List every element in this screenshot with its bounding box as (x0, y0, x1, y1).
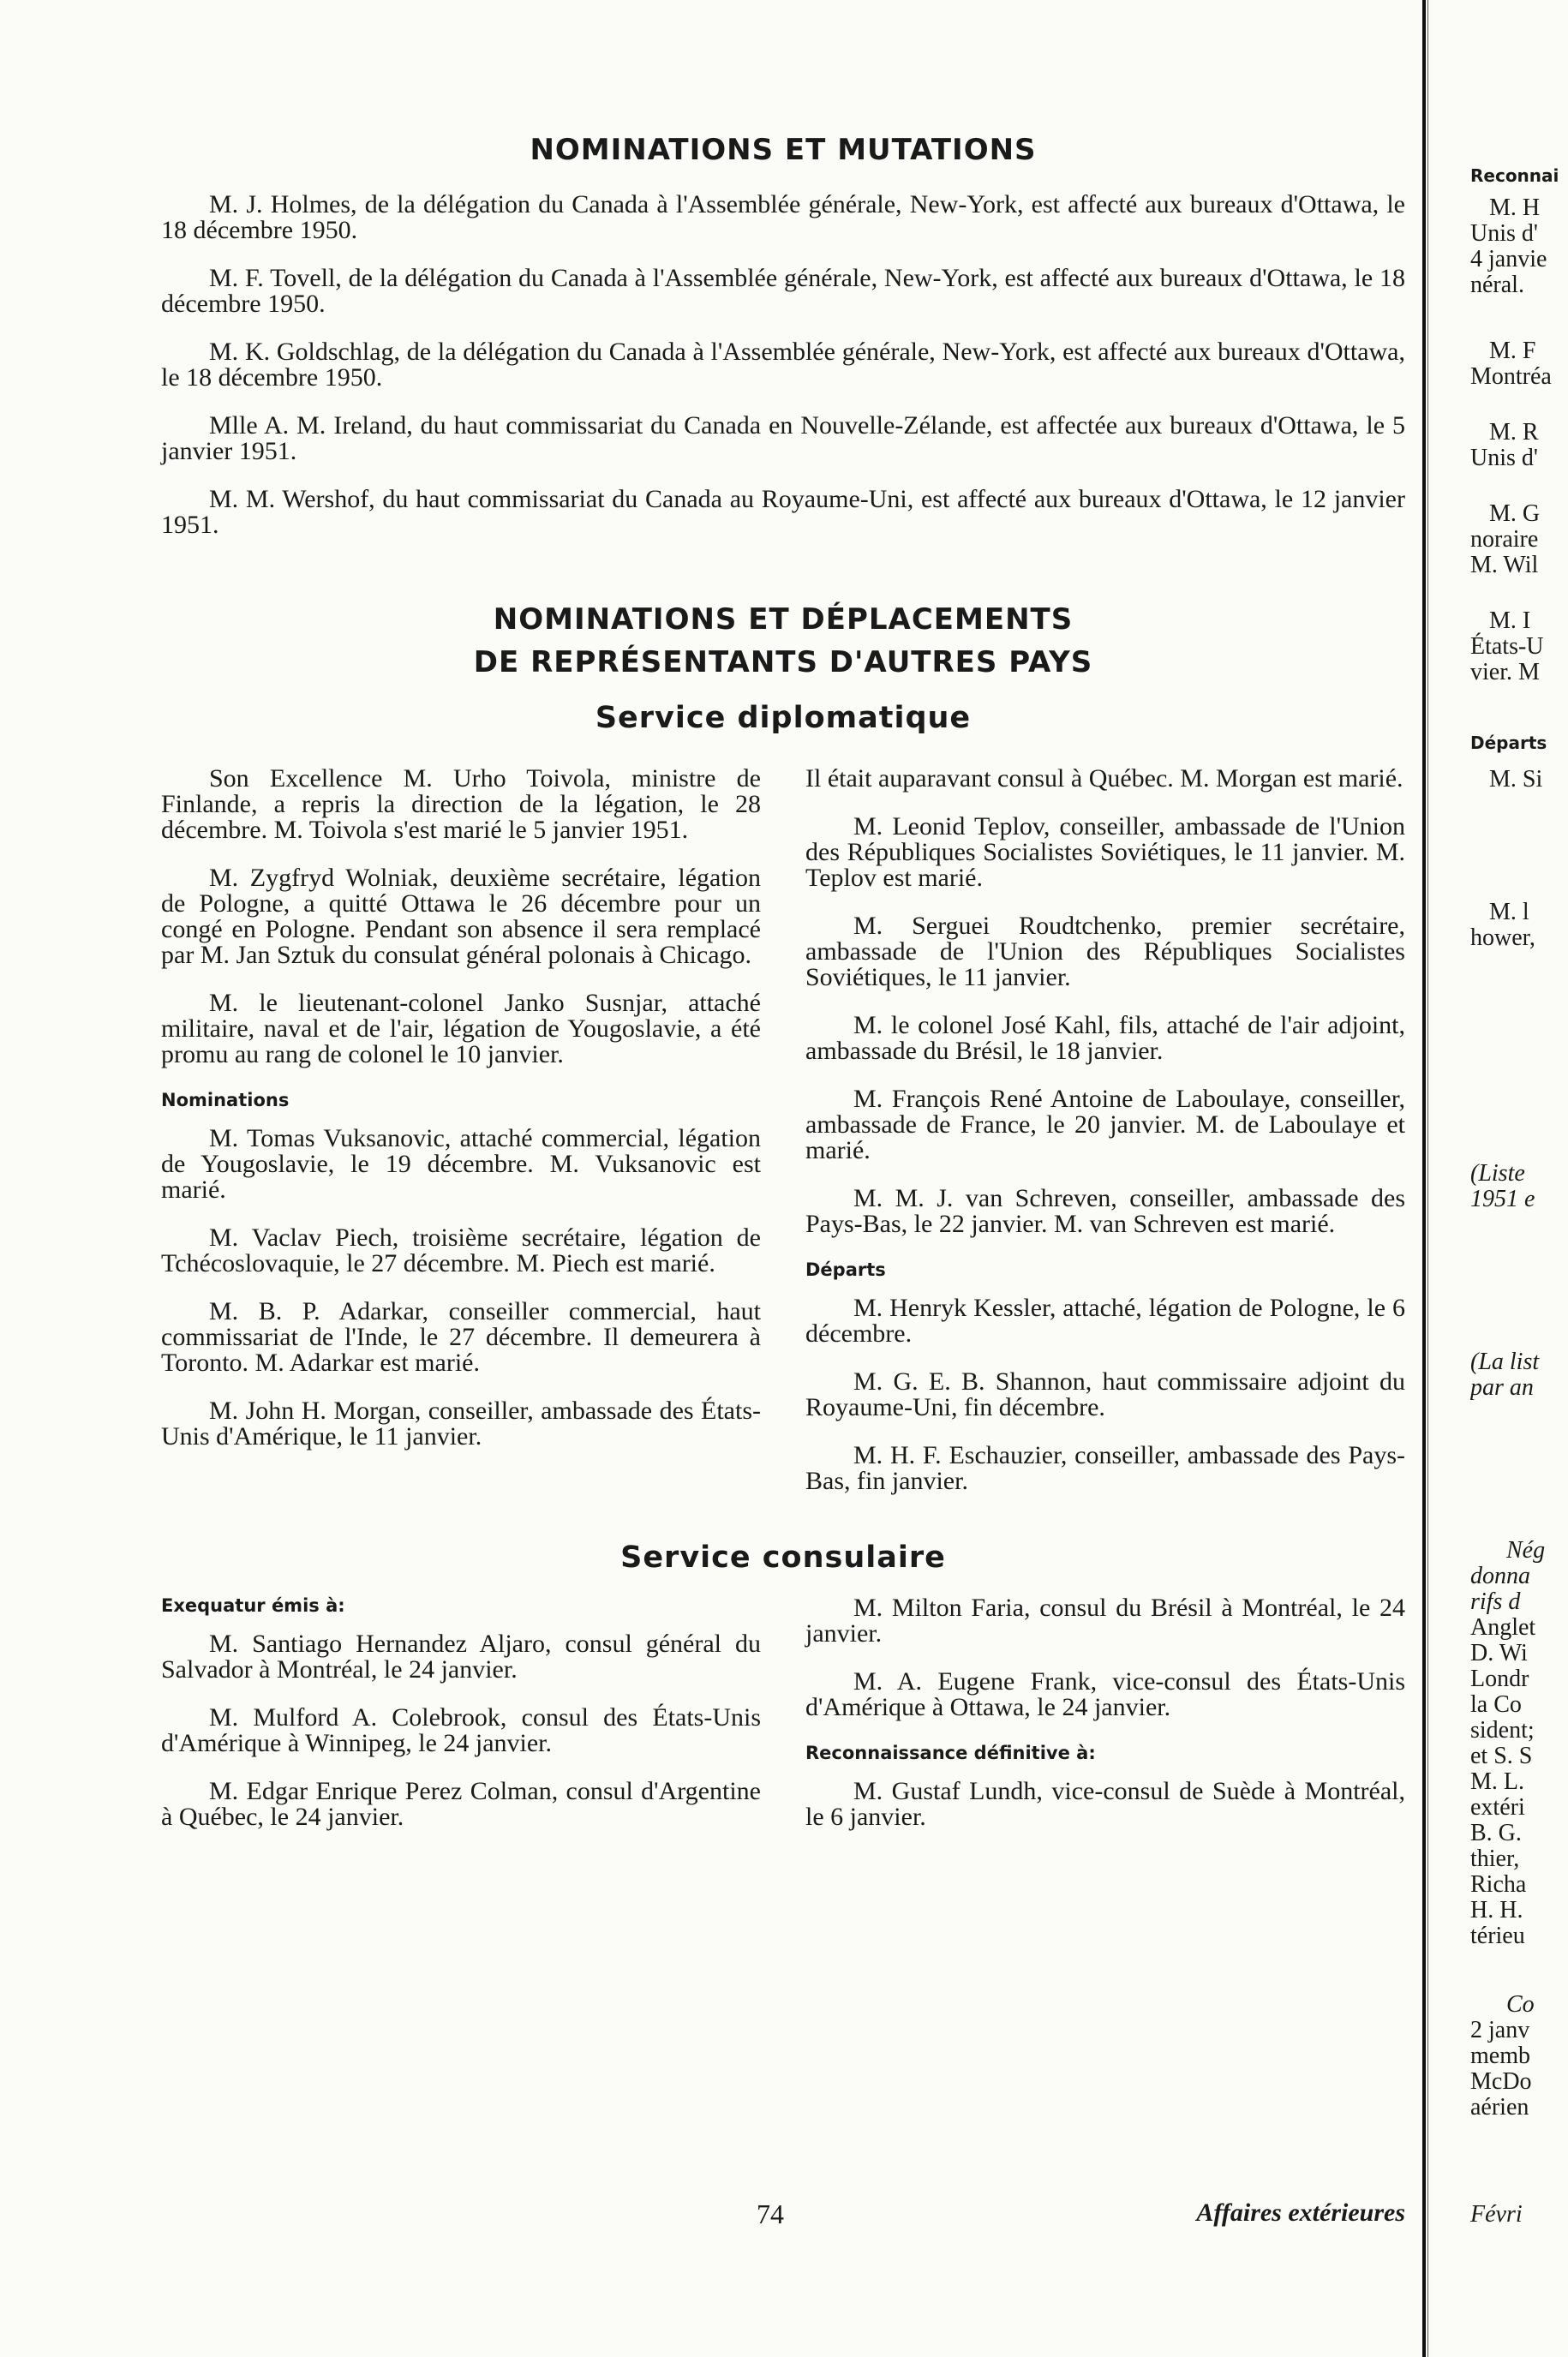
exequatur-label: Exequatur émis à: (161, 1595, 345, 1616)
mutation-paragraph: M. J. Holmes, de la délégation du Canada à l'Assemblée générale, New-York, est affecté aux bureaux d'Ottawa, le 18 décembre 1950. (161, 190, 1405, 244)
next-page-fragment: M. F (1489, 338, 1536, 364)
departure-paragraph: M. G. E. B. Shannon, haut commissaire adjoint du Royaume-Uni, fin décembre. (805, 1367, 1405, 1421)
consular-left-column (161, 1595, 761, 1852)
diplomatic-paragraph: Son Excellence M. Urho Toivola, ministre de Finlande, a repris la direction de la légation, le 28 décembre. M. Toivola s'est marié le 5 janvier 1951. (161, 764, 761, 844)
next-page-fragment: 2 janv (1470, 2017, 1530, 2043)
consular-paragraph: M. Milton Faria, consul du Brésil à Montréal, le 24 janvier. (805, 1594, 1405, 1648)
next-page-fragment: (Liste (1470, 1160, 1525, 1187)
next-page-fragment: (La list (1470, 1349, 1540, 1375)
next-page-fragment: McDo (1470, 2068, 1532, 2095)
page-gutter-rule (1422, 0, 1426, 2357)
nominations-label: Nominations (161, 1090, 290, 1110)
departures-label: Départs (805, 1259, 886, 1280)
next-page-fragment: M. I (1489, 607, 1531, 634)
page-title: NOMINATIONS ET MUTATIONS (530, 133, 1037, 167)
next-page-fragment: D. Wi (1470, 1640, 1528, 1666)
next-page-fragment: Févri (1470, 2201, 1523, 2228)
next-page-fragment: Nég (1506, 1537, 1546, 1564)
nomination-paragraph: M. John H. Morgan, conseiller, ambassade des États-Unis d'Amérique, le 11 janvier. (161, 1397, 761, 1451)
next-page-fragment: B. G. (1470, 1820, 1522, 1846)
section-heading (161, 598, 1405, 684)
consular-paragraph: M. Gustaf Lundh, vice-consul de Suède à Montréal, le 6 janvier. (805, 1777, 1405, 1831)
mutations-list (161, 192, 1405, 538)
departure-paragraph: M. H. F. Eschauzier, conseiller, ambassade des Pays-Bas, fin janvier. (805, 1441, 1405, 1495)
diplomatic-paragraph: M. Leonid Teplov, conseiller, ambassade de l'Union des Républiques Socialistes Soviétiques, le 11 janvier. M. Teplov est marié. (805, 812, 1405, 892)
consular-paragraph: M. A. Eugene Frank, vice-consul des États-Unis d'Amérique à Ottawa, le 24 janvier. (805, 1667, 1405, 1721)
journal-name: Affaires extérieures (1196, 2198, 1405, 2227)
next-page-fragment: Montréa (1470, 363, 1552, 390)
next-page-fragment: vier. M (1470, 659, 1540, 685)
next-page-fragment: M. R (1489, 419, 1539, 446)
next-page-fragment: H. H. (1470, 1897, 1523, 1923)
diplomatic-right-column (805, 766, 1405, 1516)
next-page-fragment: noraire (1470, 526, 1539, 553)
next-page-fragment: la Co (1470, 1691, 1522, 1718)
consular-columns (161, 1595, 1405, 1852)
next-page-fragment: Richa (1470, 1871, 1527, 1898)
next-page-strip (1470, 0, 1568, 2357)
next-page-fragment: et S. S (1470, 1743, 1533, 1769)
mutation-paragraph: M. F. Tovell, de la délégation du Canada à l'Assemblée générale, New-York, est affecté aux bureaux d'Ottawa, le 18 décembre 1950. (161, 264, 1405, 318)
page-footer (161, 2198, 1405, 2236)
next-page-fragment: Unis d' (1470, 445, 1538, 471)
next-page-fragment: M. G (1489, 500, 1541, 527)
diplomatic-columns (161, 766, 1405, 1516)
next-page-fragment: Co (1506, 1991, 1535, 2018)
next-page-fragment: néral. (1470, 272, 1524, 298)
consular-paragraph: M. Santiago Hernandez Aljaro, consul général du Salvador à Montréal, le 24 janvier. (161, 1630, 761, 1684)
next-page-fragment: Unis d' (1470, 220, 1538, 247)
nomination-paragraph: M. B. P. Adarkar, conseiller commercial, haut commissariat de l'Inde, le 27 décembre. Il demeurera à Toronto. M. Adarkar est marié. (161, 1297, 761, 1377)
nomination-paragraph: M. Vaclav Piech, troisième secrétaire, légation de Tchécoslovaquie, le 27 décembre. M. Piech est marié. (161, 1223, 761, 1277)
consular-right-column (805, 1595, 1405, 1852)
next-page-fragment: Anglet (1470, 1614, 1536, 1641)
section-title-line1: NOMINATIONS ET DÉPLACEMENTS (493, 602, 1074, 637)
next-page-fragment: memb (1470, 2043, 1530, 2069)
next-page-fragment: M. L. (1470, 1768, 1524, 1795)
diplomatic-paragraph: M. le lieutenant-colonel Janko Susnjar, attaché militaire, naval et de l'air, légation de Yougoslavie, a été promu au rang de colonel le 10 janvier. (161, 989, 761, 1068)
next-page-fragment: Départs (1470, 733, 1547, 753)
next-page-fragment: thier, (1470, 1846, 1520, 1872)
next-page-fragment: 1951 e (1470, 1186, 1535, 1212)
page-number: 74 (757, 2198, 784, 2229)
next-page-fragment: M. H (1489, 194, 1541, 221)
next-page-fragment: par an (1470, 1374, 1534, 1401)
diplomatic-left-column (161, 766, 761, 1516)
consular-paragraph: M. Edgar Enrique Perez Colman, consul d'Argentine à Québec, le 24 janvier. (161, 1777, 761, 1831)
next-page-fragment: hower, (1470, 924, 1535, 951)
next-page-fragment: États-U (1470, 633, 1544, 660)
next-page-fragment: M. l (1489, 899, 1529, 925)
next-page-fragment: donna (1470, 1563, 1530, 1589)
mutation-paragraph: M. K. Goldschlag, de la délégation du Canada à l'Assemblée générale, New-York, est affecté aux bureaux d'Ottawa, le 18 décembre 1950. (161, 338, 1405, 392)
diplomatic-service-title: Service diplomatique (595, 701, 972, 735)
consular-service-title: Service consulaire (620, 1540, 946, 1575)
next-page-fragment: extéri (1470, 1794, 1525, 1821)
next-page-fragment: 4 janvie (1470, 246, 1547, 272)
next-page-fragment: sident; (1470, 1717, 1535, 1744)
page-gutter-rule (1427, 0, 1428, 2357)
diplomatic-paragraph: M. Zygfryd Wolniak, deuxième secrétaire, légation de Pologne, a quitté Ottawa le 26 décembre pour un congé en Pologne. Pendant son absence il sera remplacé par M. Jan Sztuk du consulat général polonais à Chicago. (161, 864, 761, 969)
departure-paragraph: M. Henryk Kessler, attaché, légation de Pologne, le 6 décembre. (805, 1294, 1405, 1348)
continued-paragraph: Il était auparavant consul à Québec. M. Morgan est marié. (805, 764, 1403, 793)
mutation-paragraph: M. M. Wershof, du haut commissariat du Canada au Royaume-Uni, est affecté aux bureaux d'Ottawa, le 12 janvier 1951. (161, 485, 1405, 539)
diplomatic-paragraph: M. M. J. van Schreven, conseiller, ambassade des Pays-Bas, le 22 janvier. M. van Schreven est marié. (805, 1184, 1405, 1238)
next-page-fragment: térieu (1470, 1923, 1525, 1949)
next-page-fragment: M. Wil (1470, 552, 1539, 578)
diplomatic-paragraph: M. le colonel José Kahl, fils, attaché de l'air adjoint, ambassade du Brésil, le 18 janvier. (805, 1011, 1405, 1065)
recognition-label: Reconnaissance définitive à: (805, 1743, 1096, 1763)
nomination-paragraph: M. Tomas Vuksanovic, attaché commercial, légation de Yougoslavie, le 19 décembre. M. Vuksanovic est marié. (161, 1124, 761, 1204)
diplomatic-paragraph: M. Serguei Roudtchenko, premier secrétaire, ambassade de l'Union des Républiques Socialistes Soviétiques, le 11 janvier. (805, 912, 1405, 991)
mutation-paragraph: Mlle A. M. Ireland, du haut commissariat du Canada en Nouvelle-Zélande, est affectée aux bureaux d'Ottawa, le 5 janvier 1951. (161, 411, 1405, 465)
next-page-fragment: Reconnai (1470, 165, 1559, 186)
next-page-fragment: aérien (1470, 2094, 1529, 2121)
main-column (161, 129, 1405, 1852)
consular-paragraph: M. Mulford A. Colebrook, consul des États-Unis d'Amérique à Winnipeg, le 24 janvier. (161, 1703, 761, 1757)
diplomatic-paragraph: M. François René Antoine de Laboulaye, conseiller, ambassade de France, le 20 janvier. M. de Laboulaye et marié. (805, 1085, 1405, 1164)
next-page-fragment: Londr (1470, 1666, 1529, 1692)
section-title-line2: DE REPRÉSENTANTS D'AUTRES PAYS (473, 645, 1093, 679)
next-page-fragment: rifs d (1470, 1588, 1521, 1615)
next-page-fragment: M. Si (1489, 766, 1543, 793)
